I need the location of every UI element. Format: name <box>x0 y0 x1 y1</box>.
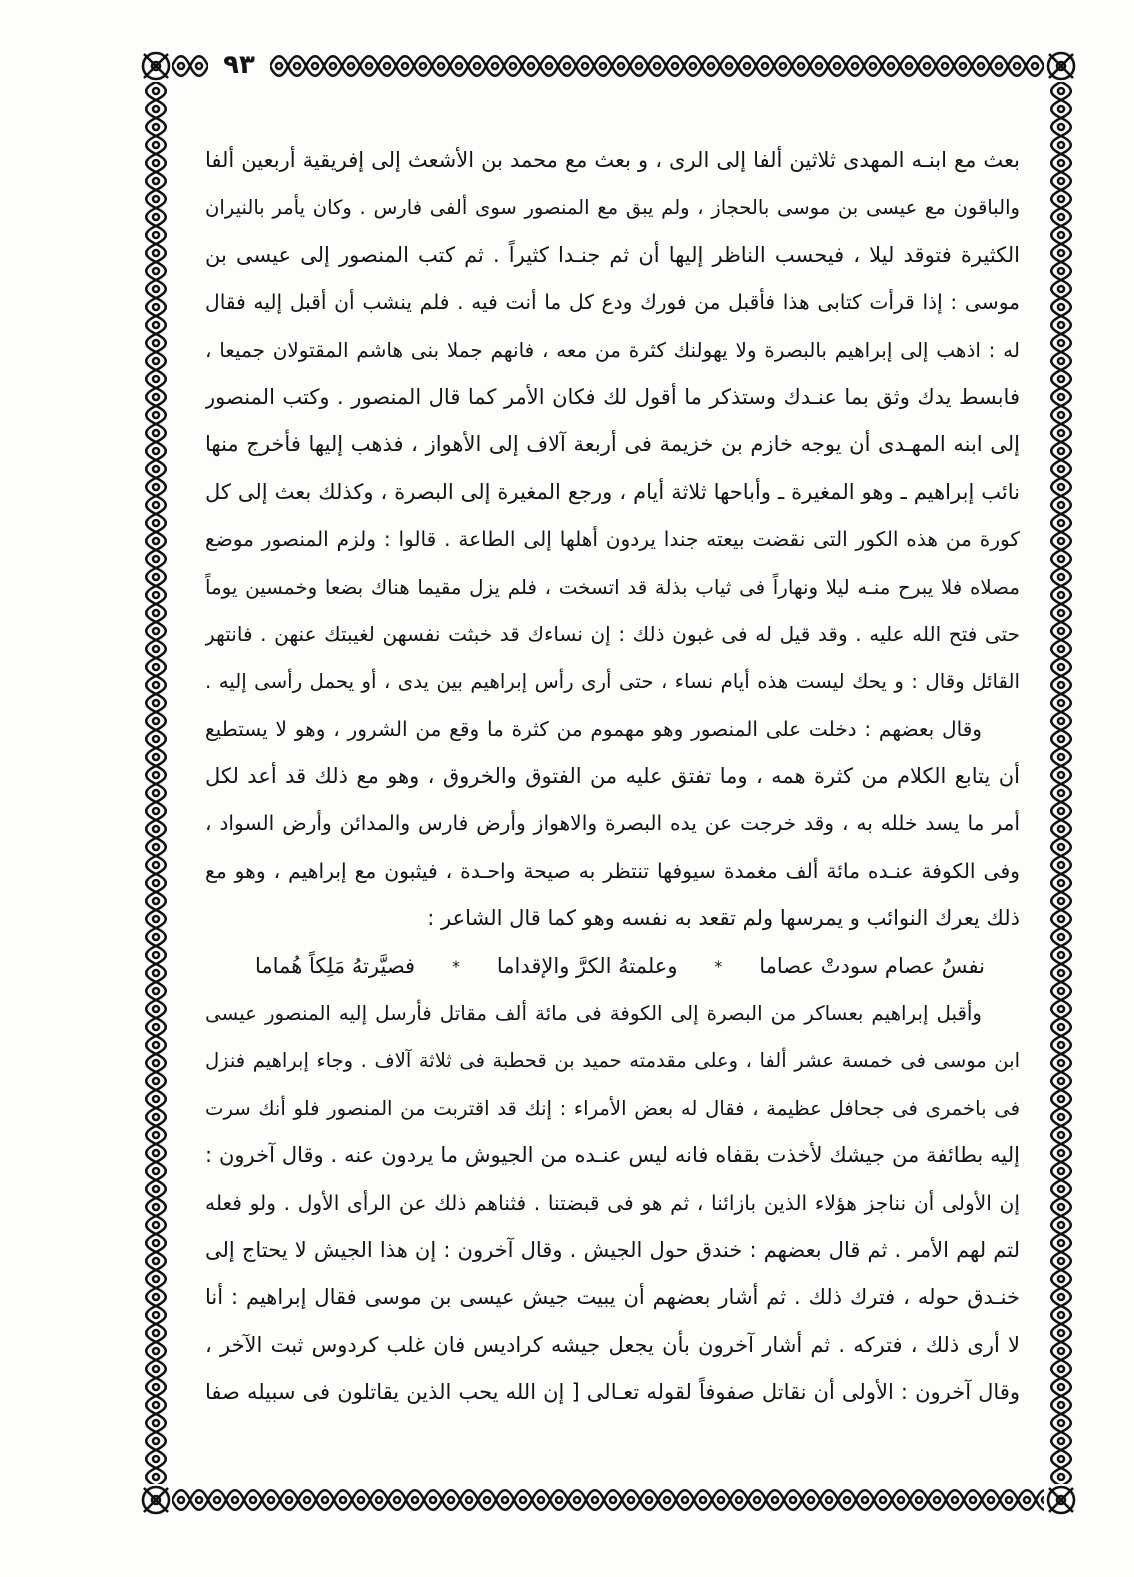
line-text: كورة من هذه الكور التى نقضت بيعته جندا يردون أهلها إلى الطاعة . قالوا : ولزم المنصور موضع <box>205 527 1020 552</box>
text-line <box>205 1037 1020 1084</box>
line-text: القائل وقال : و يحك ليست هذه أيام نساء ، حتى أرى رأس إبراهيم بين يدى ، أو يحمل رأسى إليه . <box>205 670 1020 694</box>
text-line <box>205 469 1020 516</box>
corner-ornament <box>1048 53 1074 79</box>
line-text: له : اذهب إلى إبراهيم بالبصرة ولا يهولنك كثرة من معه ، فانهم جملا بنى هاشم المقتولان جميعا ، <box>205 337 1020 362</box>
line-text: فابسط يدك وثق بما عنـدك وستذكر ما أقول لك فكان الأمر كما قال المنصور . وكتب المنصور <box>205 384 1020 409</box>
verse-separator: * <box>714 956 723 976</box>
line-text: إليه بطائفة من جيشك لأخذت بقفاه فانه ليس عنـده من الجيوش ما يردون عنه . وقال آخرون : <box>205 1143 1020 1168</box>
line-text: أمر ما يسد خلله به ، وقد خرجت عن يده البصرة والاهواز وأرض فارس والمدائن وأرض السواد ، <box>205 811 1020 836</box>
line-text: أن يتابع الكلام من كثرة همه ، وما تفتق عليه من الفتوق والخروق ، وهو مع ذلك قد أعد لكل <box>205 764 1020 789</box>
text-line <box>205 1369 1020 1416</box>
line-text: إلى ابنه المهـدى أن يوجه خازم بن خزيمة فى أربعة آلاف إلى الأهواز ، فذهب إليها فأخرج منها <box>205 432 1020 457</box>
text-line <box>205 279 1020 326</box>
line-text: وفى الكوفة عنـده مائة ألف مغمدة سيوفها تنتظر به صيحة واحـدة ، فيثبون مع إبراهيم ، وهو مع <box>205 858 1020 883</box>
text-line <box>205 706 1020 753</box>
text-line <box>205 137 1020 184</box>
corner-ornament <box>143 53 169 79</box>
border-bottom <box>172 1484 1044 1516</box>
text-line <box>205 1274 1020 1321</box>
text-line <box>205 374 1020 421</box>
line-text: فى باخمرى فى جحافل عظيمة ، فقال له بعض الأمراء : إنك قد اقتربت من المنصور فلو أنك سرت <box>205 1096 1020 1120</box>
line-text: وقال بعضهم : دخلت على المنصور وهو مهموم من كثرة ما وقع من الشرور ، وهو لا يستطيع <box>205 716 982 741</box>
verse-hemistich: نفسُ عصام سودتْ عصاما <box>759 953 985 978</box>
line-text: ابن موسى فى خمسة عشر ألفا ، وعلى مقدمته حميد بن قحطبة فى ثلاثة آلاف . وجاء إبراهيم فنزل <box>205 1049 1020 1073</box>
text-line <box>205 800 1020 847</box>
verse-separator: * <box>451 956 460 976</box>
line-text: موسى : إذا قرأت كتابى هذا فأقبل من فورك ودع كل ما أنت فيه . فلم ينشب أن أقبل إليه فقال <box>205 290 1020 315</box>
line-text: والباقون مع عيسى بن موسى بالحجاز ، ولم يبق مع المنصور سوى ألفى فارس . وكان يأمر بالنيران <box>205 196 1020 220</box>
text-line <box>205 421 1020 468</box>
line-text: ذلك يعرك النوائب و يمرسها ولم تقعد به نفسه وهو كما قال الشاعر : <box>427 906 1020 931</box>
text-line <box>205 327 1020 374</box>
line-text: الكثيرة فتوقد ليلا ، فيحسب الناظر إليها أن ثم جنـدا كثيراً . ثم كتب المنصور إلى عيسى بن <box>205 242 1020 267</box>
corner-ornament <box>143 1487 169 1513</box>
page-number: ٩٣ <box>210 48 268 82</box>
text-line <box>205 232 1020 279</box>
verse-line <box>205 943 1020 990</box>
text-line <box>205 611 1020 658</box>
line-text: خنـدق حوله ، فترك ذلك . ثم أشار بعضهم أن يبيت جيش عيسى بن موسى فقال إبراهيم : أنا <box>205 1285 1020 1310</box>
line-text: لتم لهم الأمر . ثم قال بعضهم : خندق حول الجيش . وقال آخرون : إن هذا الجيش لا يحتاج إلى <box>205 1237 1020 1262</box>
text-line <box>205 990 1020 1037</box>
line-text: نائب إبراهيم ـ وهو المغيرة ـ وأباحها ثلاثة أيام ، ورجع المغيرة إلى البصرة ، وكذلك بعث إلى كل <box>205 479 1020 504</box>
line-text: وأقبل إبراهيم بعساكر من البصرة إلى الكوفة فى مائة ألف مقاتل فأرسل إليه المنصور عيسى <box>205 1002 982 1026</box>
text-line <box>205 516 1020 563</box>
text-line <box>205 1180 1020 1227</box>
border-left <box>140 82 172 1484</box>
text-line <box>205 1085 1020 1132</box>
text-line <box>205 848 1020 895</box>
text-line <box>205 1132 1020 1179</box>
corner-ornament <box>1048 1487 1074 1513</box>
text-line <box>205 753 1020 800</box>
line-text: لا أرى ذلك ، فتركه . ثم أشار آخرون بأن يجعل جيشه كراديس فان غلب كردوس ثبت الآخر ، <box>205 1332 1020 1357</box>
text-line <box>205 184 1020 231</box>
line-text: إن الأولى أن نناجز هؤلاء الذين بازائنا ، ثم هو فى قبضتنا . فثناهم ذلك عن الرأى الأول . ولو فعله <box>205 1190 1020 1215</box>
text-line <box>205 564 1020 611</box>
line-text: وقال آخرون : الأولى أن نقاتل صفوفاً لقوله تعـالى [ إن الله يحب الذين يقاتلون فى سبيله صفا <box>205 1380 1020 1405</box>
border-top <box>270 50 1044 82</box>
line-text: حتى فتح الله عليه . وقد قيل له فى غبون ذلك : إن نساءك قد خبثت نفسهن لغيبتك عنهن . فانتهر <box>205 621 1020 646</box>
line-text: بعث مع ابنـه المهدى ثلاثين ألفا إلى الرى ، و بعث مع محمد بن الأشعث إلى إفريقية أربعين ألفا <box>205 148 1020 172</box>
text-line <box>205 1322 1020 1369</box>
border-right <box>1045 82 1077 1484</box>
border-top-left-segment <box>172 50 208 82</box>
text-line <box>205 1227 1020 1274</box>
verse-hemistich: فصيَّرتهُ مَلِكاً هُماما <box>255 953 416 978</box>
text-line <box>205 658 1020 705</box>
text-line <box>205 895 1020 942</box>
line-text: مصلاه فلا يبرح منـه ليلا ونهاراً فى ثياب بذلة قد اتسخت ، فلم يزل مقيما هناك بضعا وخمسين يوماً <box>205 575 1020 599</box>
verse-hemistich: وعلمتهُ الكرَّ والإقداما <box>496 953 678 978</box>
body-text <box>205 137 1020 1417</box>
